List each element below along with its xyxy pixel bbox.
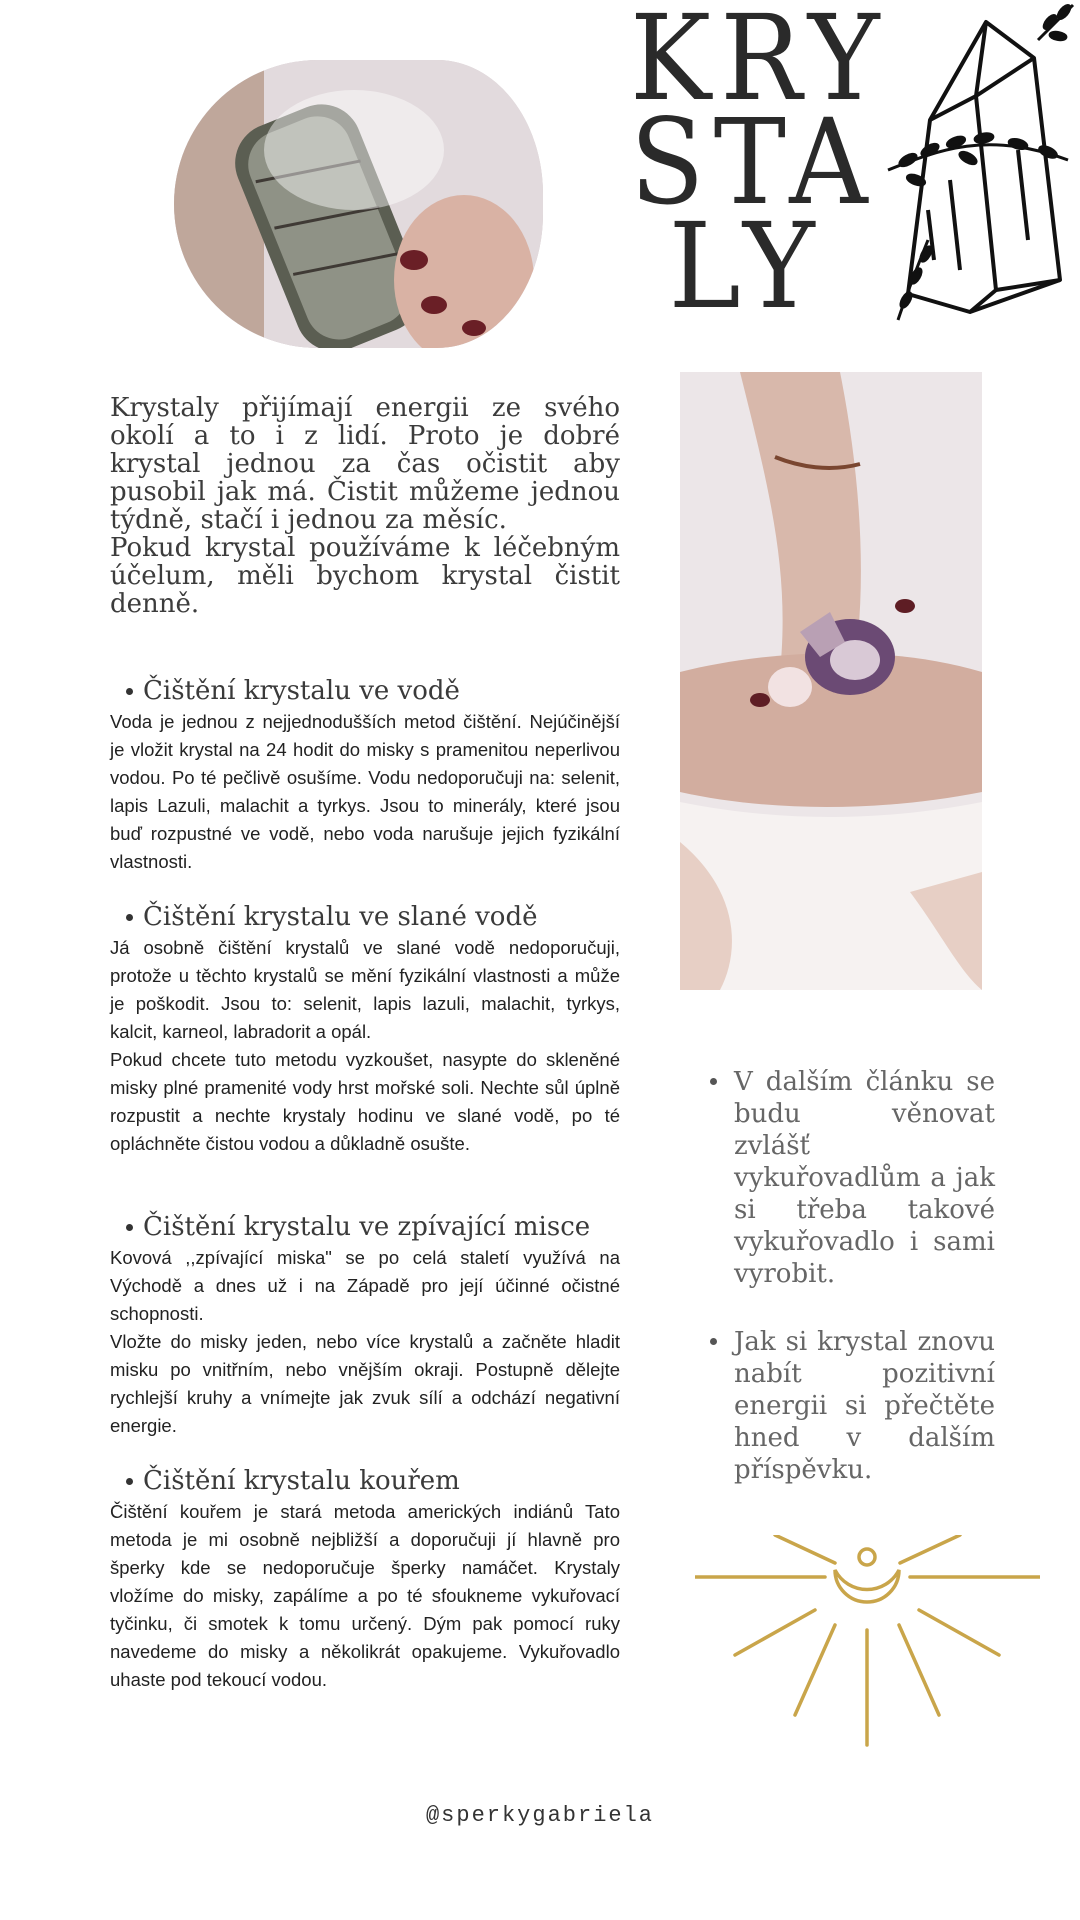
sun-moon-icon [695,1535,1040,1750]
section-water [110,676,620,876]
section-smoke [110,1466,620,1694]
title-line-1: KRY [630,0,889,127]
section-paragraph: Pokud chcete tuto metodu vyzkoušet, nasypte do skleněné misky plné pramenité vody hrst mořské soli. Nechte sůl úplně rozpustit a nechte krystaly hodinu ve slané vodě, po té opláchněte čistou vodou a důkladně osušte. [110,1049,620,1154]
section-singing-bowl [110,1212,620,1440]
aside-item: V dalším článku se budu věnovat zvlášť vykuřovadlům a jak si třeba takové vykuřovadlo i sami vyrobit. [710,1066,995,1290]
section-paragraph: Čištění kouřem je stará metoda amerických indiánů Tato metoda je mi osobně nejbližší a doporučuji jí hlavně pro šperky kde se nedoporučuje šperky namáčet. Krystaly vložíme do misky, zapálíme a po té sfoukneme vykuřovací tyčinku, či smotek k tomu určený. Dým pak pomocí ruky navedeme do misky a několikrát opakujeme. Vykuřovadlo uhaste pod tekoucí vodou. [110,1501,620,1690]
bullet-icon [126,1224,133,1231]
section-heading [110,676,620,706]
section-heading [110,902,620,932]
section-heading-text: Čištění krystalu ve slané vodě [143,902,538,932]
social-handle: @sperkygabriela [425,1803,655,1828]
section-paragraph: Kovová ,,zpívající miska" se po celá staletí využívá na Východě a dnes už i na Západě pro její účinné očistné schopnosti. [110,1247,620,1324]
title-line-2: STA [630,93,877,231]
section-heading-text: Čištění krystalu ve vodě [143,676,460,706]
section-paragraph: Vložte do misky jeden, nebo více krystalů a začněte hladit misku po vnitřním, nebo vnějším okraji. Postupně dělejte rychlejší kruhy a vnímejte jak zvuk sílí a odchází negativní energie. [110,1331,620,1436]
aside-item: Jak si krystal znovu nabít pozitivní energii si přečtěte hned v dalším příspěvku. [710,1326,995,1486]
crystals-in-hands-photo [680,372,982,990]
intro-paragraph: Krystaly přijímají energii ze svého okolí a to i z lidí. Proto je dobré krystal jednou za čas očistit aby pusobil jak má. Čistit můžeme jednou týdně, stačí i jednou za měsíc. [110,393,620,535]
section-salt-water [110,902,620,1158]
sage-bundle-photo [174,60,543,348]
section-heading-text: Čištění krystalu kouřem [143,1466,460,1496]
intro-text [110,394,620,618]
section-paragraph: Já osobně čištění krystalů ve slané vodě nedoporučuji, protože u těchto krystalů se mění fyzikální vlastnosti a může je poškodit. Jsou to: selenit, lapis lazuli, malachit, tyrkys, kalcit, karneol, labradorit a opál. [110,937,620,1042]
title-line-3: LY [668,197,824,335]
page-title [630,0,897,335]
bullet-icon [126,914,133,921]
section-heading [110,1466,620,1496]
bullet-icon [126,1478,133,1485]
section-heading-text: Čištění krystalu ve zpívající misce [143,1212,591,1242]
section-paragraph: Voda je jednou z nejjednodušších metod čištění. Nejúčinější je vložit krystal na 24 hodit do misky s pramenitou neperlivou vodou. Po té pečlivě osušíme. Vodu nedoporučuji na: selenit, lapis Lazuli, malachit a tyrkys. Jsou to minerály, které jsou buď rozpustné ve vodě, nebo voda narušuje jejich fyzikální vlastnosti. [110,711,620,872]
bullet-icon [126,688,133,695]
aside-note [710,1066,995,1290]
aside-note [710,1326,995,1486]
intro-paragraph: Pokud krystal používáme k léčebným účelum, měli bychom krystal čistit denně. [110,533,620,619]
crystal-illustration-icon [868,0,1078,340]
section-heading [110,1212,620,1242]
